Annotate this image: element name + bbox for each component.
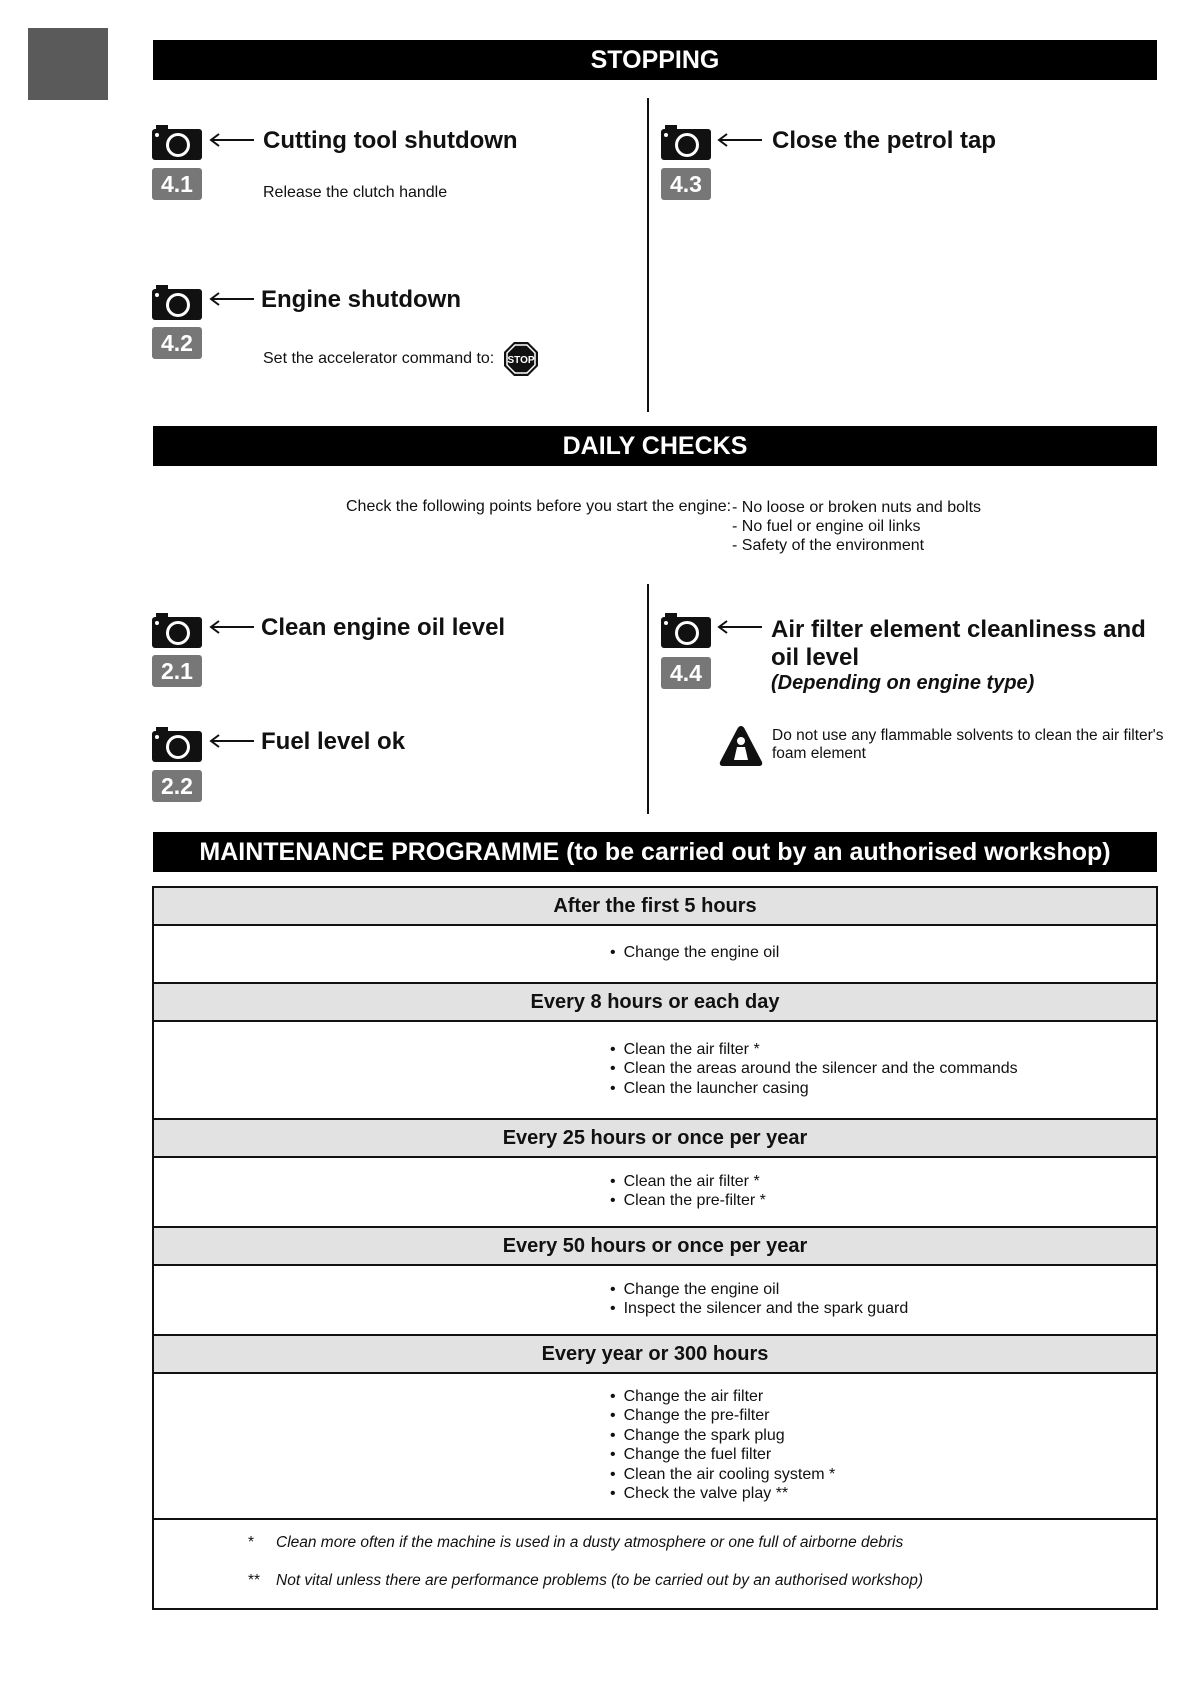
warning-text-continued: foam element — [772, 745, 866, 762]
task-item: • Change the air filter — [610, 1387, 1156, 1407]
interval-tasks — [153, 1265, 1157, 1335]
stopping-title: STOPPING — [153, 40, 1157, 80]
daily-intro: Check the following points before you start the engine: — [346, 498, 732, 515]
camera-icon — [152, 284, 202, 320]
footnotes — [153, 1519, 1157, 1609]
step-heading: Cutting tool shutdown — [263, 127, 518, 154]
step-badge: 2.1 — [152, 655, 202, 687]
arrow-left-icon — [208, 620, 254, 634]
step-heading: Engine shutdown — [261, 286, 461, 313]
arrow-left-icon — [208, 734, 254, 748]
arrow-left-icon — [208, 292, 254, 306]
step-heading-continued: oil level — [771, 644, 860, 671]
step-heading: Fuel level ok — [261, 728, 406, 755]
warning-icon — [718, 724, 764, 768]
interval-heading: Every 8 hours or each day — [153, 983, 1157, 1021]
arrow-left-icon — [716, 620, 762, 634]
task-item: • Change the engine oil — [610, 943, 1156, 963]
interval-tasks — [153, 1021, 1157, 1119]
step-badge: 4.2 — [152, 327, 202, 359]
footnote-text: Clean more often if the machine is used in a dusty atmosphere or one full of airborne debris — [276, 1534, 904, 1551]
camera-icon — [152, 726, 202, 762]
daily-checks-title: DAILY CHECKS — [153, 426, 1157, 466]
step-badge: 2.2 — [152, 770, 202, 802]
task-item: • Change the engine oil — [610, 1280, 1156, 1300]
interval-tasks — [153, 925, 1157, 983]
maintenance-table — [152, 886, 1158, 1610]
camera-icon — [152, 124, 202, 160]
arrow-left-icon — [716, 133, 762, 147]
page-corner-tab — [28, 28, 108, 100]
footnote — [248, 1572, 923, 1590]
step-heading: Clean engine oil level — [261, 614, 506, 641]
task-item: • Clean the pre-filter * — [610, 1191, 1156, 1211]
interval-tasks — [153, 1373, 1157, 1519]
task-item: • Clean the air filter * — [610, 1040, 1156, 1060]
task-item: • Change the spark plug — [610, 1426, 1156, 1446]
camera-icon — [661, 124, 711, 160]
step-text-row — [263, 341, 539, 377]
interval-heading: After the first 5 hours — [153, 887, 1157, 925]
task-item: • Clean the launcher casing — [610, 1079, 1156, 1099]
footnote-text: Not vital unless there are performance problems (to be carried out by an authorised workshop) — [276, 1572, 924, 1589]
task-item: • Inspect the silencer and the spark guard — [610, 1299, 1156, 1319]
task-item: • Clean the areas around the silencer and the commands — [610, 1059, 1156, 1079]
step-text: Release the clutch handle — [263, 184, 448, 201]
task-item: • Check the valve play ** — [610, 1484, 1156, 1504]
interval-heading: Every year or 300 hours — [153, 1335, 1157, 1373]
step-heading: Air filter element cleanliness and — [771, 616, 1146, 643]
task-item: • Clean the air filter * — [610, 1172, 1156, 1192]
task-item: • Change the pre-filter — [610, 1406, 1156, 1426]
arrow-left-icon — [208, 133, 254, 147]
step-heading: Close the petrol tap — [772, 127, 997, 154]
task-item: • Clean the air cooling system * — [610, 1465, 1156, 1485]
camera-icon — [661, 612, 711, 648]
task-item: • Change the fuel filter — [610, 1445, 1156, 1465]
step-badge: 4.1 — [152, 168, 202, 200]
warning-text: Do not use any flammable solvents to clean the air filter's — [772, 727, 1164, 744]
interval-heading: Every 25 hours or once per year — [153, 1119, 1157, 1157]
column-divider — [647, 584, 649, 814]
stop-sign-icon — [503, 341, 539, 377]
step-text: Set the accelerator command to: — [263, 350, 495, 368]
step-subheading: (Depending on engine type) — [771, 672, 1035, 694]
check-point: - No loose or broken nuts and bolts — [732, 499, 982, 516]
interval-tasks — [153, 1157, 1157, 1227]
daily-check-points — [732, 498, 981, 555]
step-badge: 4.3 — [661, 168, 711, 200]
camera-icon — [152, 612, 202, 648]
step-badge: 4.4 — [661, 657, 711, 689]
maintenance-title: MAINTENANCE PROGRAMME (to be carried out by an authorised workshop) — [153, 832, 1157, 872]
column-divider — [647, 98, 649, 412]
footnote-mark: * — [248, 1534, 255, 1551]
stop-sign-label: STOP — [507, 355, 535, 366]
check-point: - Safety of the environment — [732, 537, 925, 554]
footnote-mark: ** — [248, 1572, 261, 1589]
footnote — [248, 1534, 903, 1552]
check-point: - No fuel or engine oil links — [732, 518, 921, 535]
interval-heading: Every 50 hours or once per year — [153, 1227, 1157, 1265]
